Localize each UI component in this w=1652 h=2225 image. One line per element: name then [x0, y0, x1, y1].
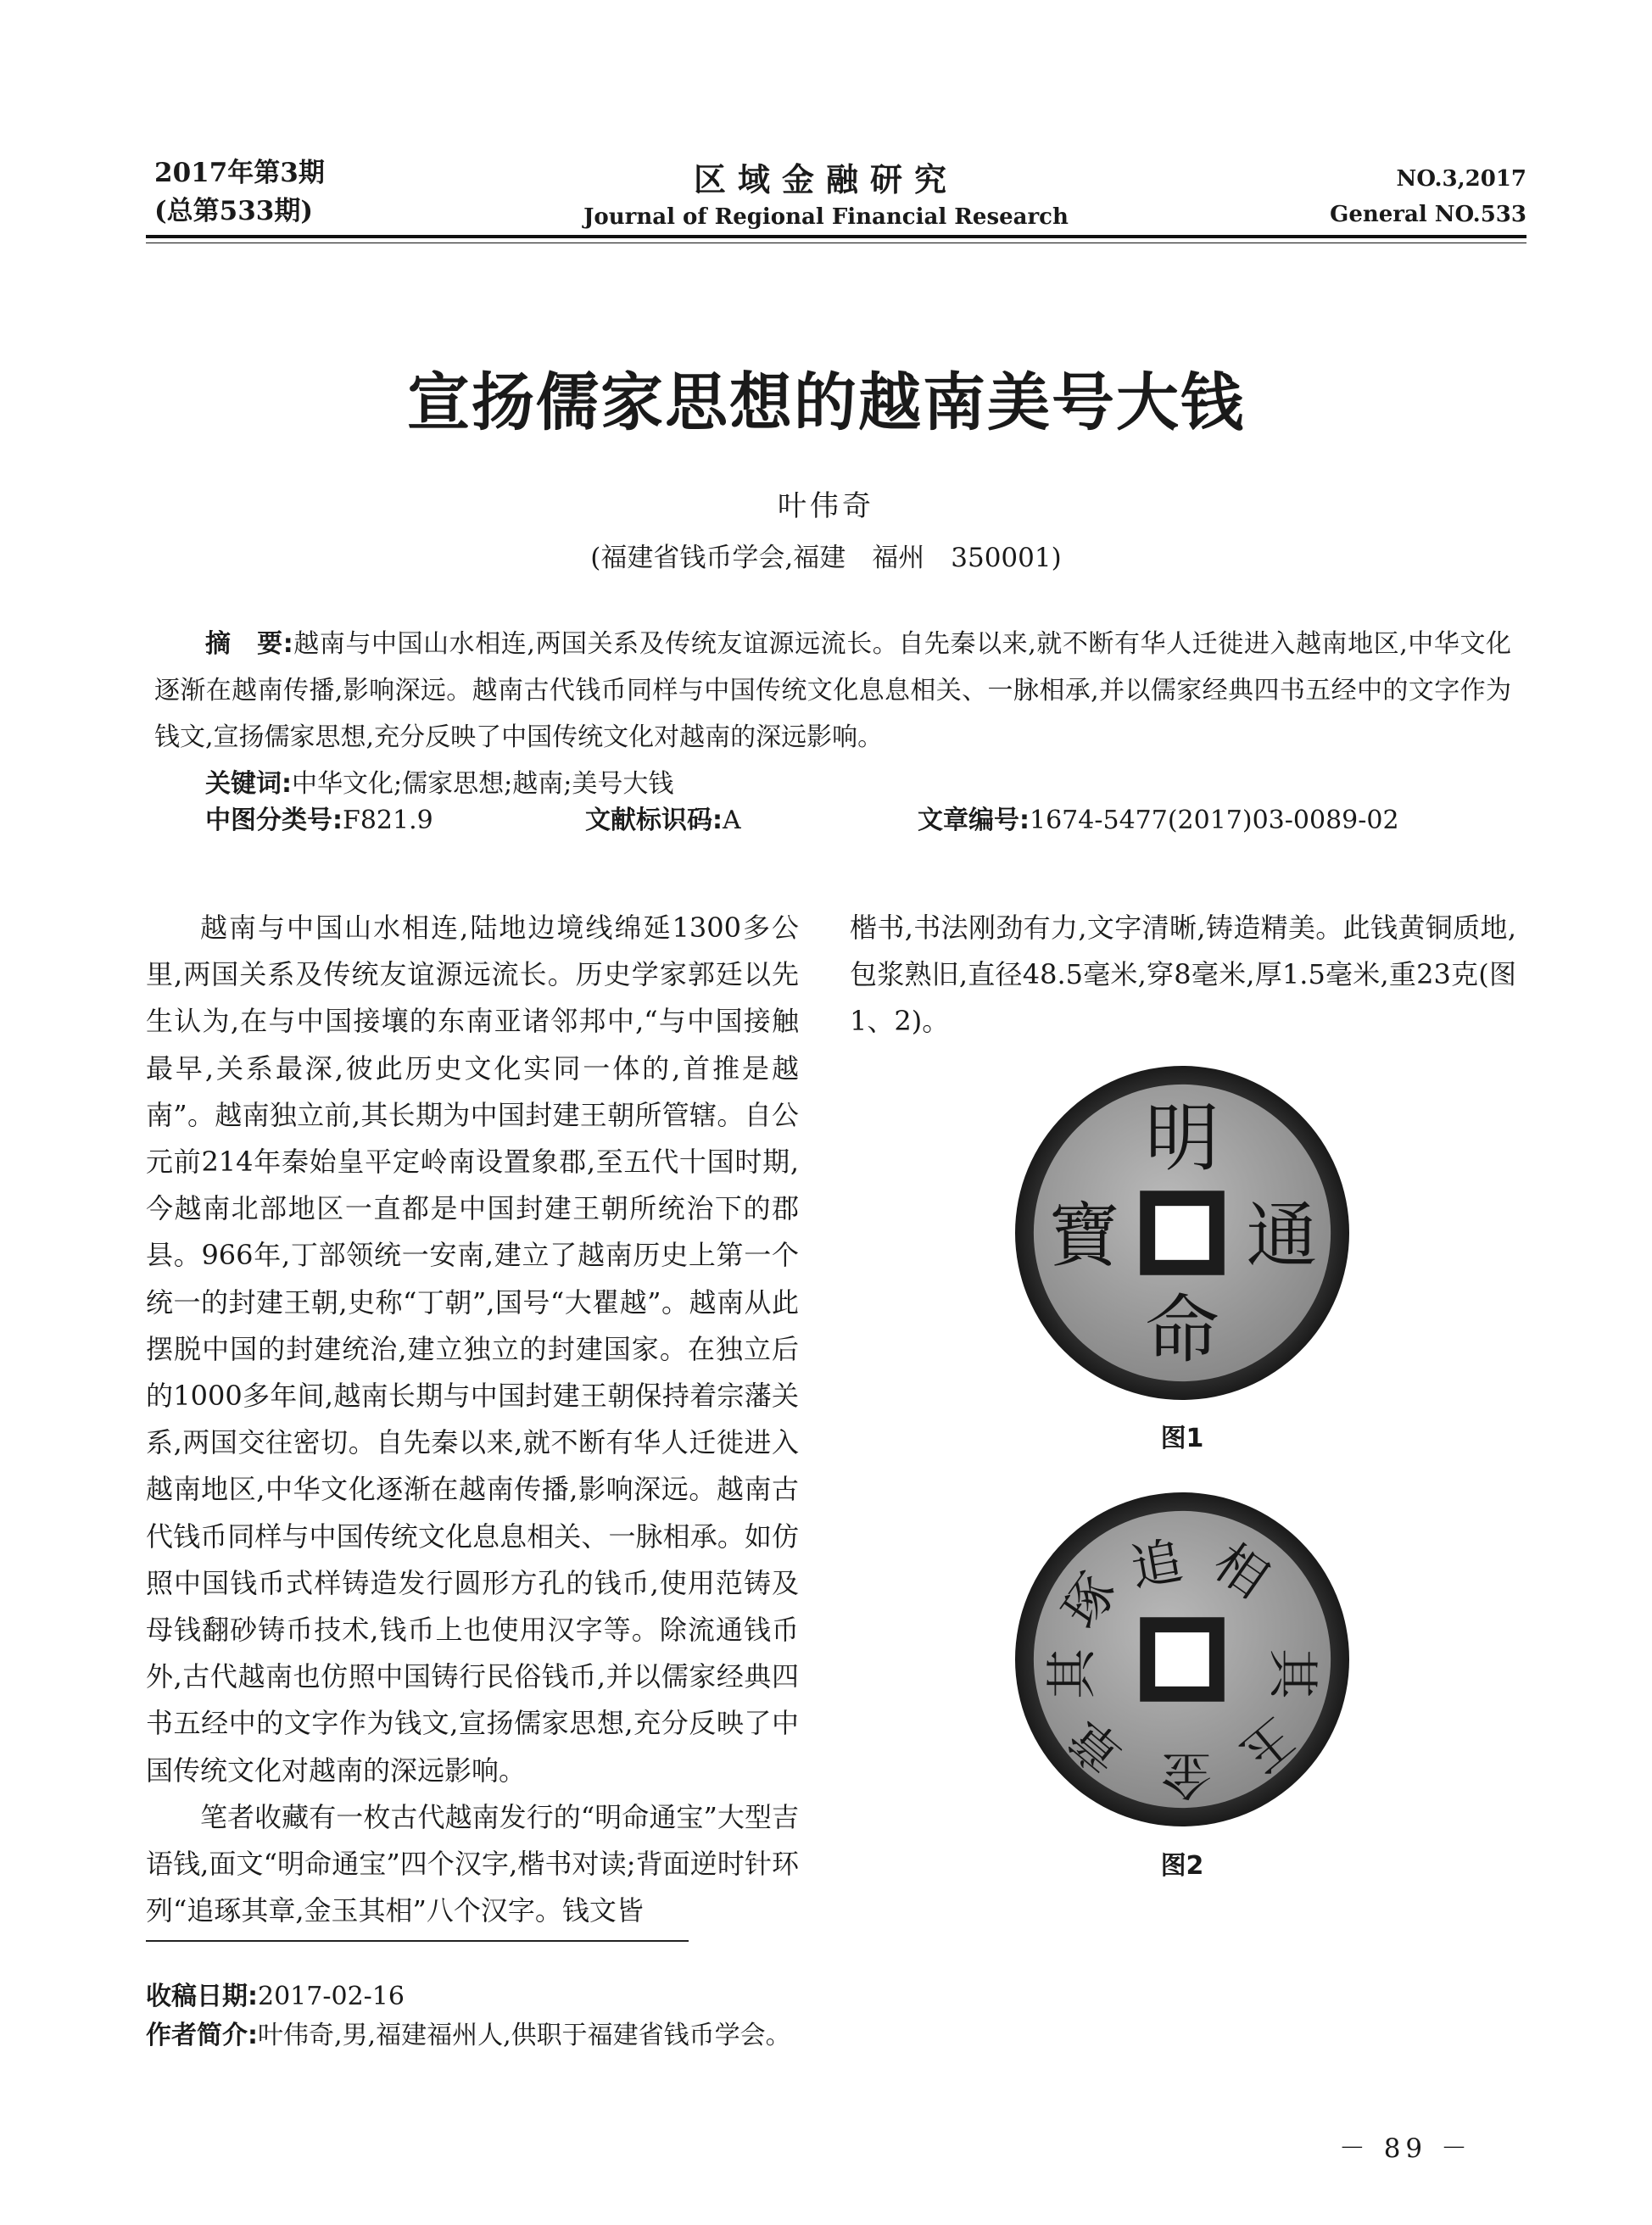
journal-name-cn: 区域金融研究: [693, 160, 958, 198]
author-bio: 叶伟奇,男,福建福州人,供职于福建省钱币学会。: [258, 2021, 791, 2050]
doc-code-value: A: [723, 806, 741, 835]
coin-char-left: 寶: [1048, 1193, 1120, 1277]
article-no-field: [918, 797, 1399, 844]
issue-cn: 2017年第3期: [154, 158, 325, 188]
coin-ring-char-8: 相: [1203, 1532, 1278, 1610]
article-no-value: 1674-5477(2017)03-0089-02: [1030, 806, 1399, 835]
body-column-right: [850, 905, 1516, 1046]
abstract-text: 越南与中国山水相连,两国关系及传统友谊源远流长。自先秦以来,就不断有华人迁徙进入越南地区,中华文化逐渐在越南传播,影响深远。越南古代钱币同样与中国传统文化息息相关、一脉相承,并以儒家经典四书五经中的文字作为钱文,宣扬儒家思想,充分反映了中国传统文化对越南的深远影响。: [154, 629, 1512, 752]
author-bio-line: [146, 2016, 1503, 2055]
article-author: 叶伟奇: [778, 489, 874, 523]
coin-ring-char-1: 追: [1126, 1531, 1187, 1599]
issue-en: NO.3,2017: [1396, 166, 1526, 192]
body-column-left: [146, 905, 799, 1934]
keywords-label: 关键词:: [205, 769, 292, 799]
received-label: 收稿日期:: [146, 1982, 258, 2011]
body-paragraph-2: 笔者收藏有一枚古代越南发行的“明命通宝”大型吉语钱,面文“明命通宝”四个汉字,楷书对读;背面逆时针环列“追琢其章,金玉其相”八个汉字。钱文皆: [146, 1800, 799, 1927]
clc-label: 中图分类号:: [205, 806, 343, 835]
header-rule-thick: [146, 235, 1526, 238]
abstract-block: [154, 621, 1511, 807]
doc-code-label: 文献标识码:: [585, 806, 723, 835]
coin-obverse-figure: [1013, 1064, 1351, 1402]
received-date-line: [146, 1977, 1503, 2016]
journal-name-en: Journal of Regional Financial Research: [583, 204, 1069, 230]
total-issue-en: General NO.533: [1330, 202, 1526, 227]
page-number: － 89 －: [1338, 2133, 1472, 2164]
author-bio-label: 作者简介:: [146, 2021, 258, 2050]
doc-code-field: [585, 797, 741, 844]
article-title: 宣扬儒家思想的越南美号大钱: [407, 366, 1245, 439]
coin-ring-char-4: 章: [1058, 1706, 1136, 1784]
coin-char-top: 明: [1145, 1095, 1219, 1182]
figure-2-caption: 图2: [1160, 1851, 1204, 1881]
coin-square-hole: [1155, 1632, 1209, 1687]
total-issue-cn: (总第533期): [154, 196, 314, 226]
received-date: 2017-02-16: [258, 1982, 405, 2011]
issue-info-en: [1330, 161, 1526, 232]
coin-ring-char-2: 琢: [1051, 1564, 1129, 1639]
abstract-label: 摘 要:: [205, 629, 293, 659]
body-paragraph-1: 越南与中国山水相连,陆地边境线绵延1300多公里,两国关系及传统友谊源远流长。历史学家郭廷以先生认为,在与中国接壤的东南亚诸邻邦中,“与中国接触最早,关系最深,彼此历史文化实同一体的,首推是越南”。越南独立前,其长期为中国封建王朝所管辖。自公元前214年秦始皇平定岭南设置象郡,至五代十国时期,今越南北部地区一直都是中国封建王朝所统治下的郡县。966年,丁部领统一安南,建立了越南历史上第一个统一的封建王朝,史称“丁朝”,国号“大瞿越”。越南从此摆脱中国的封建统治,建立独立的封建国家。在独立后的1000多年间,越南长期与中国封建王朝保持着宗藩关系,两国交往密切。自先秦以来,就不断有华人迁徙进入越南地区,中华文化逐渐在越南传播,影响深远。越南古代钱币同样与中国传统文化息息相关、一脉相承。如仿照中国钱币式样铸造发行圆形方孔的钱币,使用范铸及母钱翻砂铸币技术,钱币上也使用汉字等。除流通钱币外,古代越南也仿照中国铸行民俗钱币,并以儒家经典四书五经中的文字作为钱文,宣扬儒家思想,充分反映了中国传统文化对越南的深远影响。: [146, 912, 799, 1787]
footnote-rule: [146, 1940, 689, 1942]
abstract: [154, 621, 1511, 761]
coin-char-right: 通: [1246, 1193, 1318, 1277]
body-paragraph-2-continued: 楷书,书法刚劲有力,文字清晰,铸造精美。此钱黄铜质地,包浆熟旧,直径48.5毫米,穿8毫米,厚1.5毫米,重23克(图1、2)。: [850, 912, 1516, 1038]
clc-value: F821.9: [343, 806, 433, 835]
coin-ring-char-5: 金: [1161, 1744, 1212, 1804]
coin-ring-char-7: 其: [1262, 1648, 1321, 1699]
coin-ring-char-3: 其: [1043, 1648, 1102, 1699]
coin-square-hole: [1155, 1206, 1209, 1260]
article-no-label: 文章编号:: [918, 806, 1030, 835]
coin-ring-char-6: 玉: [1229, 1706, 1306, 1784]
author-affiliation: (福建省钱币学会,福建 福州 350001): [590, 543, 1062, 573]
clc-field: [205, 797, 433, 844]
keywords: 中华文化;儒家思想;越南;美号大钱: [292, 769, 674, 799]
figure-1-caption: 图1: [1160, 1424, 1204, 1453]
coin-reverse-figure: [1013, 1491, 1351, 1828]
coin-char-bottom: 命: [1145, 1286, 1219, 1374]
